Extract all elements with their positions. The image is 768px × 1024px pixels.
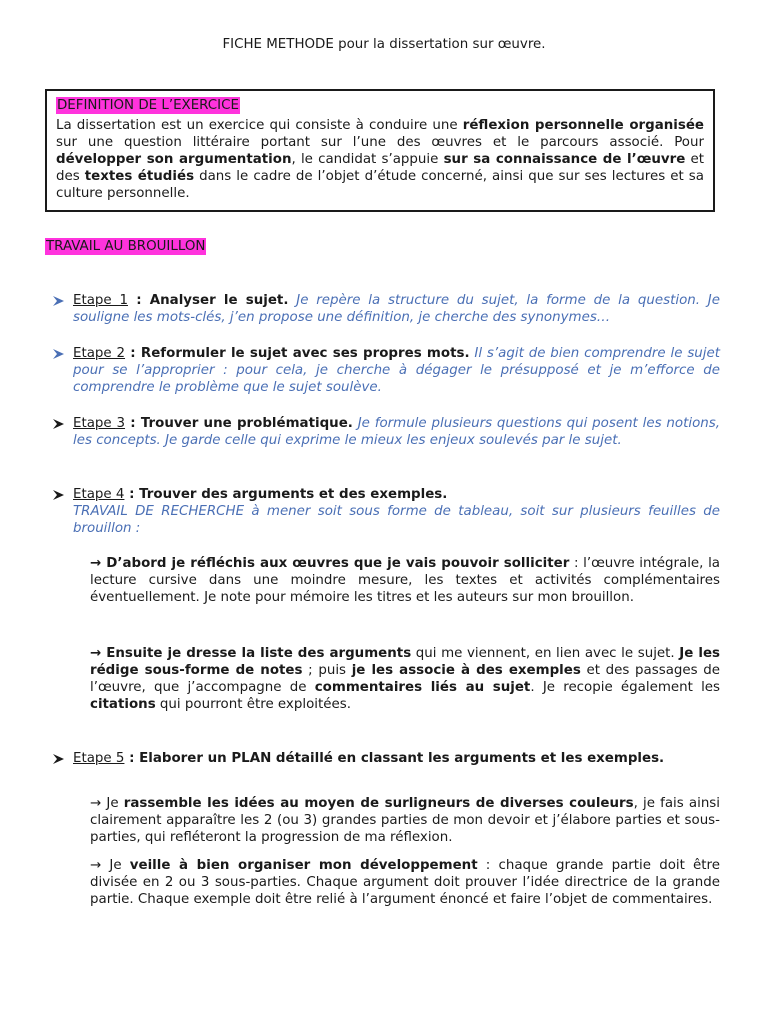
text-run: textes étudiés — [84, 169, 195, 184]
chevron-right-icon — [52, 753, 66, 765]
text-run: qui me viennent, en lien avec le sujet. — [411, 646, 680, 661]
step-4 — [52, 486, 720, 537]
text-run: ; puis — [302, 663, 352, 678]
step-5-item-2 — [90, 857, 720, 908]
text-run: → Je — [90, 858, 130, 873]
text-run: rassemble les idées au moyen de surligneurs de diverses couleurs — [123, 796, 634, 811]
section-title-brouillon — [45, 238, 206, 255]
definition-box — [45, 89, 715, 212]
text-run: Je formule plusieurs questions qui posent les notions, les concepts. Je garde celle qui exprime le mieux les enjeux soulevés par le sujet. — [73, 416, 720, 448]
text-run: → Je — [90, 796, 124, 811]
definition-heading: DEFINITION DE L’EXERCICE — [57, 98, 239, 113]
text-run: . Je recopie également les — [530, 680, 720, 695]
text-run: : Trouver des arguments et des exemples. — [124, 487, 448, 502]
text-run: Etape 5 — [73, 751, 125, 766]
step-1-text — [73, 292, 720, 326]
text-run: sur une question littéraire portant sur l’une des œuvres et le parcours associé. Pour — [56, 135, 704, 150]
text-run: Il s’agit de bien comprendre le sujet pour se l’approprier : pour cela, je cherche à dégager le présupposé et je m’efforce de comprendre le problème que le sujet soulève. — [73, 346, 720, 395]
chevron-right-icon — [52, 489, 66, 501]
text-run: TRAVAIL DE RECHERCHE à mener soit sous forme de tableau, soit sur plusieurs feuilles de brouillon : — [73, 504, 720, 536]
text-run: : chaque grande partie doit être divisée en 2 ou 3 sous-parties. Chaque argument doit prouver l’idée directrice de la grande partie. Chaque exemple doit être relié à l’argument énoncé et faire l’objet de commentaires. — [90, 858, 720, 907]
text-run: et des passages de l’œuvre, que j’accompagne de — [90, 663, 721, 695]
text-run: , je fais ainsi clairement apparaître les 2 (ou 3) grandes parties de mon devoir et j’élabore parties et sous-parties, qui refléteront la progression de ma réflexion. — [90, 796, 721, 845]
text-run: commentaires liés au sujet — [314, 680, 531, 695]
text-run: La dissertation est un exercice qui consiste à conduire une — [56, 118, 463, 133]
step-5-text — [73, 750, 720, 767]
text-run: : Analyser le sujet. — [127, 293, 289, 308]
text-run: Je les rédige sous-forme de notes — [90, 646, 721, 678]
text-run: : l’œuvre intégrale, la lecture cursive dans une moindre mesure, les textes et activités complémentaires éventuellement. Je note pour mémoire les titres et les auteurs sur mon brouillon. — [90, 556, 720, 605]
chevron-right-icon — [52, 295, 66, 307]
text-run: Etape 4 — [73, 487, 125, 502]
section-title-text: TRAVAIL AU BROUILLON — [46, 239, 206, 254]
text-run: → D’abord je réfléchis aux œuvres que je vais pouvoir solliciter — [90, 556, 570, 571]
step-3 — [52, 415, 720, 449]
step-3-text — [73, 415, 720, 449]
step-1 — [52, 292, 720, 326]
text-run: Je repère la structure du sujet, la forme de la question. Je souligne les mots-clés, j’en propose une définition, je cherche des synonymes… — [73, 293, 720, 325]
text-run: qui pourront être exploitées. — [155, 697, 351, 712]
text-run: : Trouver une problématique. — [125, 416, 353, 431]
step-5-item-1 — [90, 795, 720, 846]
chevron-right-icon — [52, 418, 66, 430]
text-run: développer son argumentation — [56, 152, 292, 167]
text-run: et des — [56, 152, 704, 184]
definition-text — [56, 117, 704, 202]
text-run: Etape 1 — [73, 293, 128, 308]
text-run: réflexion personnelle organisée — [462, 118, 704, 133]
text-run: je les associe à des exemples — [351, 663, 581, 678]
text-run: Etape 2 — [73, 346, 126, 361]
page-title: FICHE METHODE pour la dissertation sur œuvre. — [222, 37, 546, 52]
text-run: citations — [90, 697, 156, 712]
step-2 — [52, 345, 720, 396]
text-run: , le candidat s’appuie — [291, 152, 444, 167]
text-run: dans le cadre de l’objet d’étude concerné, ainsi que sur ses lectures et sa culture personnelle. — [56, 169, 704, 201]
text-run: sur sa connaissance de l’œuvre — [443, 152, 686, 167]
text-run: veille à bien organiser mon développement — [129, 858, 478, 873]
step-4-text — [73, 486, 720, 537]
step-4-item-2 — [90, 645, 720, 713]
text-run: : Reformuler le sujet avec ses propres mots. — [125, 346, 470, 361]
step-2-text — [73, 345, 720, 396]
text-run: : Elaborer un PLAN détaillé en classant les arguments et les exemples. — [124, 751, 665, 766]
step-5 — [52, 750, 720, 767]
chevron-right-icon — [52, 348, 66, 360]
step-4-item-1 — [90, 555, 720, 606]
text-run: → Ensuite je dresse la liste des arguments — [90, 646, 412, 661]
text-run: Etape 3 — [73, 416, 126, 431]
